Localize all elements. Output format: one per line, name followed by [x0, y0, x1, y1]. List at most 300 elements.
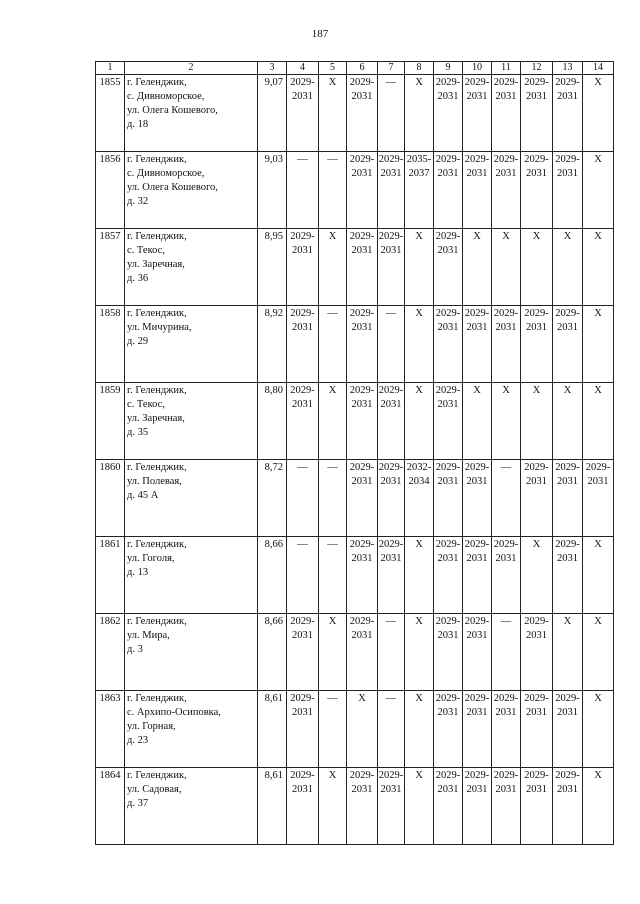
- period-line: 2031: [351, 784, 373, 795]
- header-cell: 10: [463, 62, 492, 75]
- period-cell: [521, 768, 553, 845]
- table-row: [96, 383, 614, 460]
- period-cell: [287, 383, 319, 460]
- period-line: X: [473, 385, 481, 396]
- period-line: —: [385, 616, 397, 627]
- period-cell: [319, 460, 347, 537]
- period-line: 2029-: [378, 154, 404, 165]
- period-line: 2029-: [555, 770, 580, 781]
- period-cell: [287, 691, 319, 768]
- header-cell: 12: [521, 62, 553, 75]
- period-cell: [405, 460, 434, 537]
- period-cell: [434, 383, 463, 460]
- address-cell: [125, 537, 258, 614]
- address-line: с. Дивноморское,: [127, 91, 205, 102]
- table-row: [96, 537, 614, 614]
- period-line: 2029-: [290, 231, 315, 242]
- period-cell: [319, 75, 347, 152]
- period-line: 2031: [557, 784, 578, 795]
- period-line: 2029-: [435, 770, 461, 781]
- period-line: 2031: [351, 91, 373, 102]
- period-line: X: [415, 231, 423, 242]
- period-cell: [463, 229, 492, 306]
- period-line: X: [328, 770, 337, 781]
- period-line: X: [415, 385, 423, 396]
- period-line: 2029-: [378, 462, 404, 473]
- period-line: 2031: [557, 553, 578, 564]
- period-line: 2029-: [555, 693, 580, 704]
- period-line: X: [415, 693, 423, 704]
- period-cell: [319, 691, 347, 768]
- period-line: 2031: [495, 784, 517, 795]
- period-line: —: [500, 462, 512, 473]
- period-cell: [378, 383, 405, 460]
- period-cell: [378, 460, 405, 537]
- period-line: X: [594, 231, 602, 242]
- table-body: [96, 62, 614, 845]
- period-cell: [405, 691, 434, 768]
- period-cell: [463, 691, 492, 768]
- address-line: ул. Мичурина,: [127, 322, 192, 333]
- row-number-cell: 1859: [96, 383, 125, 460]
- period-cell: [553, 768, 583, 845]
- period-line: X: [358, 693, 366, 704]
- period-cell: [521, 383, 553, 460]
- address-line: г. Геленджик,: [127, 693, 187, 704]
- period-line: 2037: [408, 168, 430, 179]
- address-cell: [125, 768, 258, 845]
- period-line: X: [594, 77, 602, 88]
- period-cell: [287, 768, 319, 845]
- period-line: 2029-: [349, 770, 375, 781]
- period-line: 2029-: [555, 539, 580, 550]
- period-line: 2029-: [555, 462, 580, 473]
- period-line: —: [327, 693, 338, 704]
- period-line: 2029-: [435, 77, 461, 88]
- period-cell: [347, 383, 378, 460]
- period-cell: [463, 306, 492, 383]
- period-line: 2031: [557, 322, 578, 333]
- address-line: ул. Полевая,: [127, 476, 182, 487]
- period-cell: [405, 306, 434, 383]
- period-cell: [434, 460, 463, 537]
- period-cell: [583, 75, 614, 152]
- period-line: 2031: [526, 322, 547, 333]
- period-line: 2029-: [349, 231, 375, 242]
- period-cell: [434, 306, 463, 383]
- period-line: 2031: [495, 322, 517, 333]
- address-line: ул. Заречная,: [127, 259, 185, 270]
- address-line: д. 36: [127, 273, 149, 284]
- period-cell: [434, 229, 463, 306]
- period-cell: [378, 691, 405, 768]
- period-line: X: [532, 231, 541, 242]
- period-line: —: [327, 462, 338, 473]
- period-cell: [492, 229, 521, 306]
- address-line: г. Геленджик,: [127, 539, 187, 550]
- period-line: 2031: [437, 245, 459, 256]
- value-cell: 8,95: [258, 229, 287, 306]
- row-number-cell: 1855: [96, 75, 125, 152]
- address-line: с. Архипо-Осиповка,: [127, 707, 221, 718]
- period-cell: [521, 691, 553, 768]
- period-cell: [405, 152, 434, 229]
- period-line: X: [594, 154, 602, 165]
- period-line: 2029-: [435, 539, 461, 550]
- address-line: с. Текос,: [127, 245, 165, 256]
- period-cell: [319, 768, 347, 845]
- period-line: 2031: [292, 707, 313, 718]
- period-line: 2031: [437, 476, 459, 487]
- period-line: 2031: [466, 322, 488, 333]
- period-cell: [378, 229, 405, 306]
- period-cell: [553, 460, 583, 537]
- period-line: 2031: [292, 245, 313, 256]
- period-line: 2029-: [435, 462, 461, 473]
- period-line: 2029-: [378, 231, 404, 242]
- header-cell: 7: [378, 62, 405, 75]
- address-line: г. Геленджик,: [127, 462, 187, 473]
- period-line: 2029-: [493, 308, 519, 319]
- period-line: 2031: [437, 784, 459, 795]
- period-cell: [463, 768, 492, 845]
- period-line: 2031: [292, 91, 313, 102]
- period-line: 2029-: [493, 539, 519, 550]
- period-line: 2031: [351, 399, 373, 410]
- table-row: [96, 691, 614, 768]
- period-cell: [583, 229, 614, 306]
- period-line: 2031: [495, 707, 517, 718]
- period-line: 2029-: [435, 693, 461, 704]
- period-line: —: [297, 154, 308, 165]
- period-line: X: [563, 385, 572, 396]
- period-line: 2029-: [435, 308, 461, 319]
- period-cell: [287, 152, 319, 229]
- value-cell: 8,66: [258, 537, 287, 614]
- header-row: [96, 62, 614, 75]
- address-cell: [125, 460, 258, 537]
- period-line: 2031: [380, 168, 402, 179]
- period-line: 2029-: [464, 693, 490, 704]
- period-line: 2031: [526, 476, 547, 487]
- table-row: [96, 152, 614, 229]
- period-line: 2031: [380, 476, 402, 487]
- period-cell: [521, 614, 553, 691]
- period-line: 2032-: [406, 462, 432, 473]
- period-line: 2029-: [464, 616, 490, 627]
- header-cell: 4: [287, 62, 319, 75]
- value-cell: 8,61: [258, 691, 287, 768]
- period-cell: [492, 614, 521, 691]
- period-line: 2031: [437, 91, 459, 102]
- period-line: 2029-: [290, 616, 315, 627]
- period-cell: [378, 306, 405, 383]
- period-cell: [378, 614, 405, 691]
- address-cell: [125, 383, 258, 460]
- period-line: —: [500, 616, 512, 627]
- header-cell: 14: [583, 62, 614, 75]
- period-line: X: [415, 539, 423, 550]
- period-line: 2031: [495, 91, 517, 102]
- address-line: д. 45 А: [127, 490, 159, 501]
- period-line: X: [594, 308, 602, 319]
- period-cell: [553, 383, 583, 460]
- value-cell: 9,07: [258, 75, 287, 152]
- period-cell: [492, 152, 521, 229]
- period-cell: [319, 383, 347, 460]
- table-row: [96, 460, 614, 537]
- period-cell: [492, 460, 521, 537]
- value-cell: 8,61: [258, 768, 287, 845]
- period-cell: [347, 537, 378, 614]
- period-cell: [347, 306, 378, 383]
- period-line: —: [327, 539, 338, 550]
- period-line: 2029-: [349, 462, 375, 473]
- period-cell: [434, 768, 463, 845]
- period-line: X: [328, 231, 337, 242]
- period-line: 2031: [437, 168, 459, 179]
- period-line: —: [385, 693, 397, 704]
- period-line: 2031: [351, 553, 373, 564]
- period-cell: [583, 691, 614, 768]
- period-line: X: [563, 231, 572, 242]
- period-cell: [319, 306, 347, 383]
- period-line: 2029-: [435, 616, 461, 627]
- period-line: 2029-: [493, 77, 519, 88]
- period-line: X: [532, 385, 541, 396]
- period-cell: [583, 537, 614, 614]
- period-line: 2029-: [349, 308, 375, 319]
- address-cell: [125, 75, 258, 152]
- period-line: —: [327, 308, 338, 319]
- period-cell: [378, 152, 405, 229]
- period-cell: [521, 537, 553, 614]
- period-cell: [553, 691, 583, 768]
- row-number-cell: 1864: [96, 768, 125, 845]
- period-cell: [347, 768, 378, 845]
- header-cell: 6: [347, 62, 378, 75]
- address-line: г. Геленджик,: [127, 770, 187, 781]
- period-cell: [583, 768, 614, 845]
- row-number-cell: 1863: [96, 691, 125, 768]
- period-line: 2031: [466, 630, 488, 641]
- page-number: 187: [311, 28, 329, 40]
- header-cell: 2: [125, 62, 258, 75]
- period-line: 2031: [526, 707, 547, 718]
- period-cell: [319, 229, 347, 306]
- address-line: ул. Гоголя,: [127, 553, 175, 564]
- period-line: X: [328, 77, 337, 88]
- period-cell: [492, 691, 521, 768]
- period-line: X: [415, 77, 423, 88]
- period-line: 2031: [380, 553, 402, 564]
- period-line: 2031: [351, 168, 373, 179]
- address-line: г. Геленджик,: [127, 308, 187, 319]
- period-cell: [287, 75, 319, 152]
- period-line: 2029-: [290, 770, 315, 781]
- address-line: г. Геленджик,: [127, 385, 187, 396]
- period-line: 2029-: [349, 539, 375, 550]
- period-line: 2031: [437, 322, 459, 333]
- period-cell: [287, 229, 319, 306]
- period-cell: [287, 306, 319, 383]
- header-cell: 11: [492, 62, 521, 75]
- period-line: 2031: [437, 553, 459, 564]
- address-cell: [125, 691, 258, 768]
- address-line: д. 18: [127, 119, 149, 130]
- period-line: 2029-: [524, 770, 549, 781]
- row-number-cell: 1860: [96, 460, 125, 537]
- period-line: 2029-: [524, 616, 549, 627]
- period-line: 2031: [526, 630, 547, 641]
- period-cell: [319, 152, 347, 229]
- schedule-table: [95, 61, 614, 845]
- period-cell: [287, 460, 319, 537]
- period-line: X: [563, 616, 572, 627]
- period-line: 2031: [437, 707, 459, 718]
- table-row: [96, 229, 614, 306]
- period-line: 2031: [351, 322, 373, 333]
- period-cell: [434, 75, 463, 152]
- address-line: д. 32: [127, 196, 149, 207]
- period-cell: [434, 691, 463, 768]
- period-line: 2029-: [464, 539, 490, 550]
- address-line: ул. Олега Кошевого,: [127, 105, 218, 116]
- period-line: —: [385, 77, 397, 88]
- period-cell: [405, 75, 434, 152]
- period-cell: [463, 383, 492, 460]
- period-line: 2031: [351, 476, 373, 487]
- period-cell: [553, 614, 583, 691]
- period-line: 2031: [587, 476, 609, 487]
- period-line: 2029-: [464, 308, 490, 319]
- address-cell: [125, 229, 258, 306]
- address-line: д. 37: [127, 798, 149, 809]
- row-number-cell: 1861: [96, 537, 125, 614]
- period-line: 2029-: [555, 154, 580, 165]
- period-line: 2029-: [524, 693, 549, 704]
- table-row: [96, 306, 614, 383]
- period-line: 2029-: [493, 693, 519, 704]
- address-line: г. Геленджик,: [127, 231, 187, 242]
- period-line: 2029-: [378, 770, 404, 781]
- period-line: 2029-: [435, 231, 461, 242]
- value-cell: 8,92: [258, 306, 287, 383]
- period-cell: [583, 306, 614, 383]
- period-line: 2029-: [524, 77, 549, 88]
- period-line: —: [327, 154, 338, 165]
- period-cell: [492, 537, 521, 614]
- period-line: 2029-: [349, 616, 375, 627]
- period-line: —: [297, 539, 308, 550]
- period-line: 2029-: [524, 462, 549, 473]
- period-line: 2029-: [585, 462, 611, 473]
- period-line: 2031: [466, 784, 488, 795]
- period-cell: [583, 383, 614, 460]
- period-line: 2031: [526, 168, 547, 179]
- period-line: X: [594, 539, 602, 550]
- period-cell: [319, 614, 347, 691]
- address-line: д. 23: [127, 735, 149, 746]
- address-line: ул. Горная,: [127, 721, 176, 732]
- period-line: 2031: [351, 245, 373, 256]
- period-cell: [347, 152, 378, 229]
- period-line: X: [473, 231, 481, 242]
- period-line: 2029-: [378, 539, 404, 550]
- period-line: X: [594, 693, 602, 704]
- period-line: 2031: [292, 399, 313, 410]
- period-line: 2031: [437, 399, 459, 410]
- period-cell: [434, 537, 463, 614]
- period-line: X: [328, 616, 337, 627]
- period-line: 2029-: [435, 385, 461, 396]
- period-line: 2031: [557, 168, 578, 179]
- period-line: 2029-: [464, 77, 490, 88]
- period-line: X: [502, 231, 510, 242]
- period-line: 2031: [466, 707, 488, 718]
- period-line: X: [502, 385, 510, 396]
- row-number-cell: 1857: [96, 229, 125, 306]
- address-line: д. 13: [127, 567, 149, 578]
- period-line: 2029-: [290, 308, 315, 319]
- header-cell: 5: [319, 62, 347, 75]
- period-cell: [463, 75, 492, 152]
- address-line: д. 29: [127, 336, 149, 347]
- period-line: 2029-: [493, 770, 519, 781]
- value-cell: 8,80: [258, 383, 287, 460]
- period-line: 2029-: [524, 308, 549, 319]
- period-line: 2031: [557, 707, 578, 718]
- address-line: с. Дивноморское,: [127, 168, 205, 179]
- header-cell: 3: [258, 62, 287, 75]
- period-cell: [319, 537, 347, 614]
- header-cell: 1: [96, 62, 125, 75]
- period-cell: [521, 460, 553, 537]
- address-line: г. Геленджик,: [127, 154, 187, 165]
- period-cell: [553, 306, 583, 383]
- period-line: 2029-: [493, 154, 519, 165]
- address-line: ул. Мира,: [127, 630, 170, 641]
- period-cell: [583, 152, 614, 229]
- period-cell: [553, 75, 583, 152]
- period-line: 2031: [437, 630, 459, 641]
- period-cell: [463, 460, 492, 537]
- address-line: ул. Заречная,: [127, 413, 185, 424]
- value-cell: 9,03: [258, 152, 287, 229]
- table-row: [96, 768, 614, 845]
- period-line: X: [594, 385, 602, 396]
- header-cell: 8: [405, 62, 434, 75]
- address-cell: [125, 306, 258, 383]
- period-line: 2031: [466, 476, 488, 487]
- address-line: г. Геленджик,: [127, 616, 187, 627]
- address-line: ул. Олега Кошевого,: [127, 182, 218, 193]
- period-line: 2035-: [406, 154, 432, 165]
- address-cell: [125, 152, 258, 229]
- period-cell: [583, 460, 614, 537]
- period-line: 2031: [557, 91, 578, 102]
- period-line: 2029-: [349, 154, 375, 165]
- period-cell: [492, 306, 521, 383]
- period-line: X: [594, 616, 602, 627]
- table-row: [96, 75, 614, 152]
- period-cell: [553, 152, 583, 229]
- period-cell: [463, 537, 492, 614]
- row-number-cell: 1858: [96, 306, 125, 383]
- period-cell: [521, 306, 553, 383]
- period-line: X: [532, 539, 541, 550]
- period-line: 2031: [380, 399, 402, 410]
